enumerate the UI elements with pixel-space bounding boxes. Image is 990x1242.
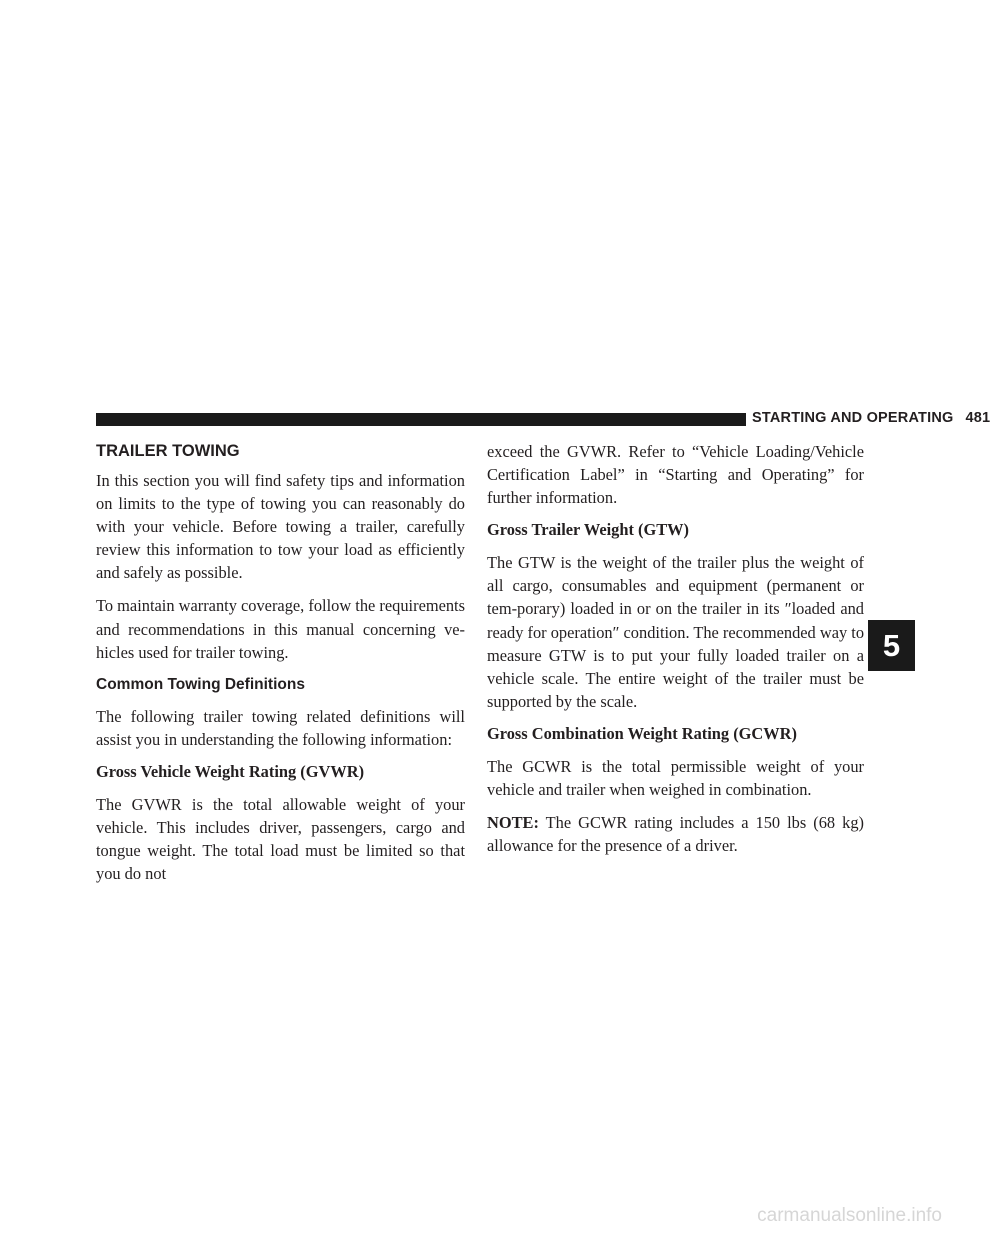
intro-paragraph-2: To maintain warranty coverage, follow the requirements and recommendations in this manual concerning ve-hicles used for trailer towing. (96, 596, 465, 662)
watermark: carmanualsonline.info (757, 1205, 942, 1226)
header-rule (96, 413, 746, 426)
running-header (752, 410, 990, 426)
definitions-intro: The following trailer towing related definitions will assist you in understanding the following information: (96, 706, 465, 749)
gtw-heading: Gross Trailer Weight (GTW) (487, 520, 689, 540)
note-label: NOTE: (487, 813, 539, 833)
gtw-paragraph: The GTW is the weight of the trailer plus the weight of all cargo, consumables and equipment (permanent or tem-porary) loaded in or on the trailer in its ″loaded and ready for operation″ condition. The recommended way to measure GTW is to put your fully loaded trailer on a vehicle scale. The entire weight of the trailer must be supported by the scale. (487, 553, 865, 711)
gcwr-heading: Gross Combination Weight Rating (GCWR) (487, 723, 797, 743)
page-title: TRAILER TOWING (96, 442, 240, 460)
chapter-tab: 5 (868, 620, 915, 671)
gvwr-heading: Gross Vehicle Weight Rating (GVWR) (96, 761, 365, 781)
gcwr-paragraph: The GCWR is the total permissible weight of your vehicle and trailer when weighed in combination. (487, 756, 864, 800)
note-paragraph (487, 811, 864, 857)
page-number: 481 (965, 410, 990, 426)
gvwr-paragraph-start: The GVWR is the total allowable weight of your vehicle. This includes driver, passengers, cargo and tongue weight. The total load must be limited so that you do not (96, 794, 465, 884)
definitions-heading: Common Towing Definitions (96, 675, 305, 693)
gvwr-paragraph-continued: exceed the GVWR. Refer to “Vehicle Loading/Vehicle Certification Label” in “Starting and Operating” for further information. (487, 442, 864, 508)
intro-paragraph-1: In this section you will find safety tips and information on limits to the type of towing you can reasonably do with your vehicle. Before towing a trailer, carefully review this information to tow your load as efficiently and safely as possible. (96, 471, 465, 583)
note-text: The GCWR rating includes a 150 lbs (68 kg) allowance for the presence of a driver. (487, 813, 864, 856)
left-column (96, 441, 465, 895)
right-column (487, 440, 864, 867)
section-title: STARTING AND OPERATING (752, 410, 954, 426)
